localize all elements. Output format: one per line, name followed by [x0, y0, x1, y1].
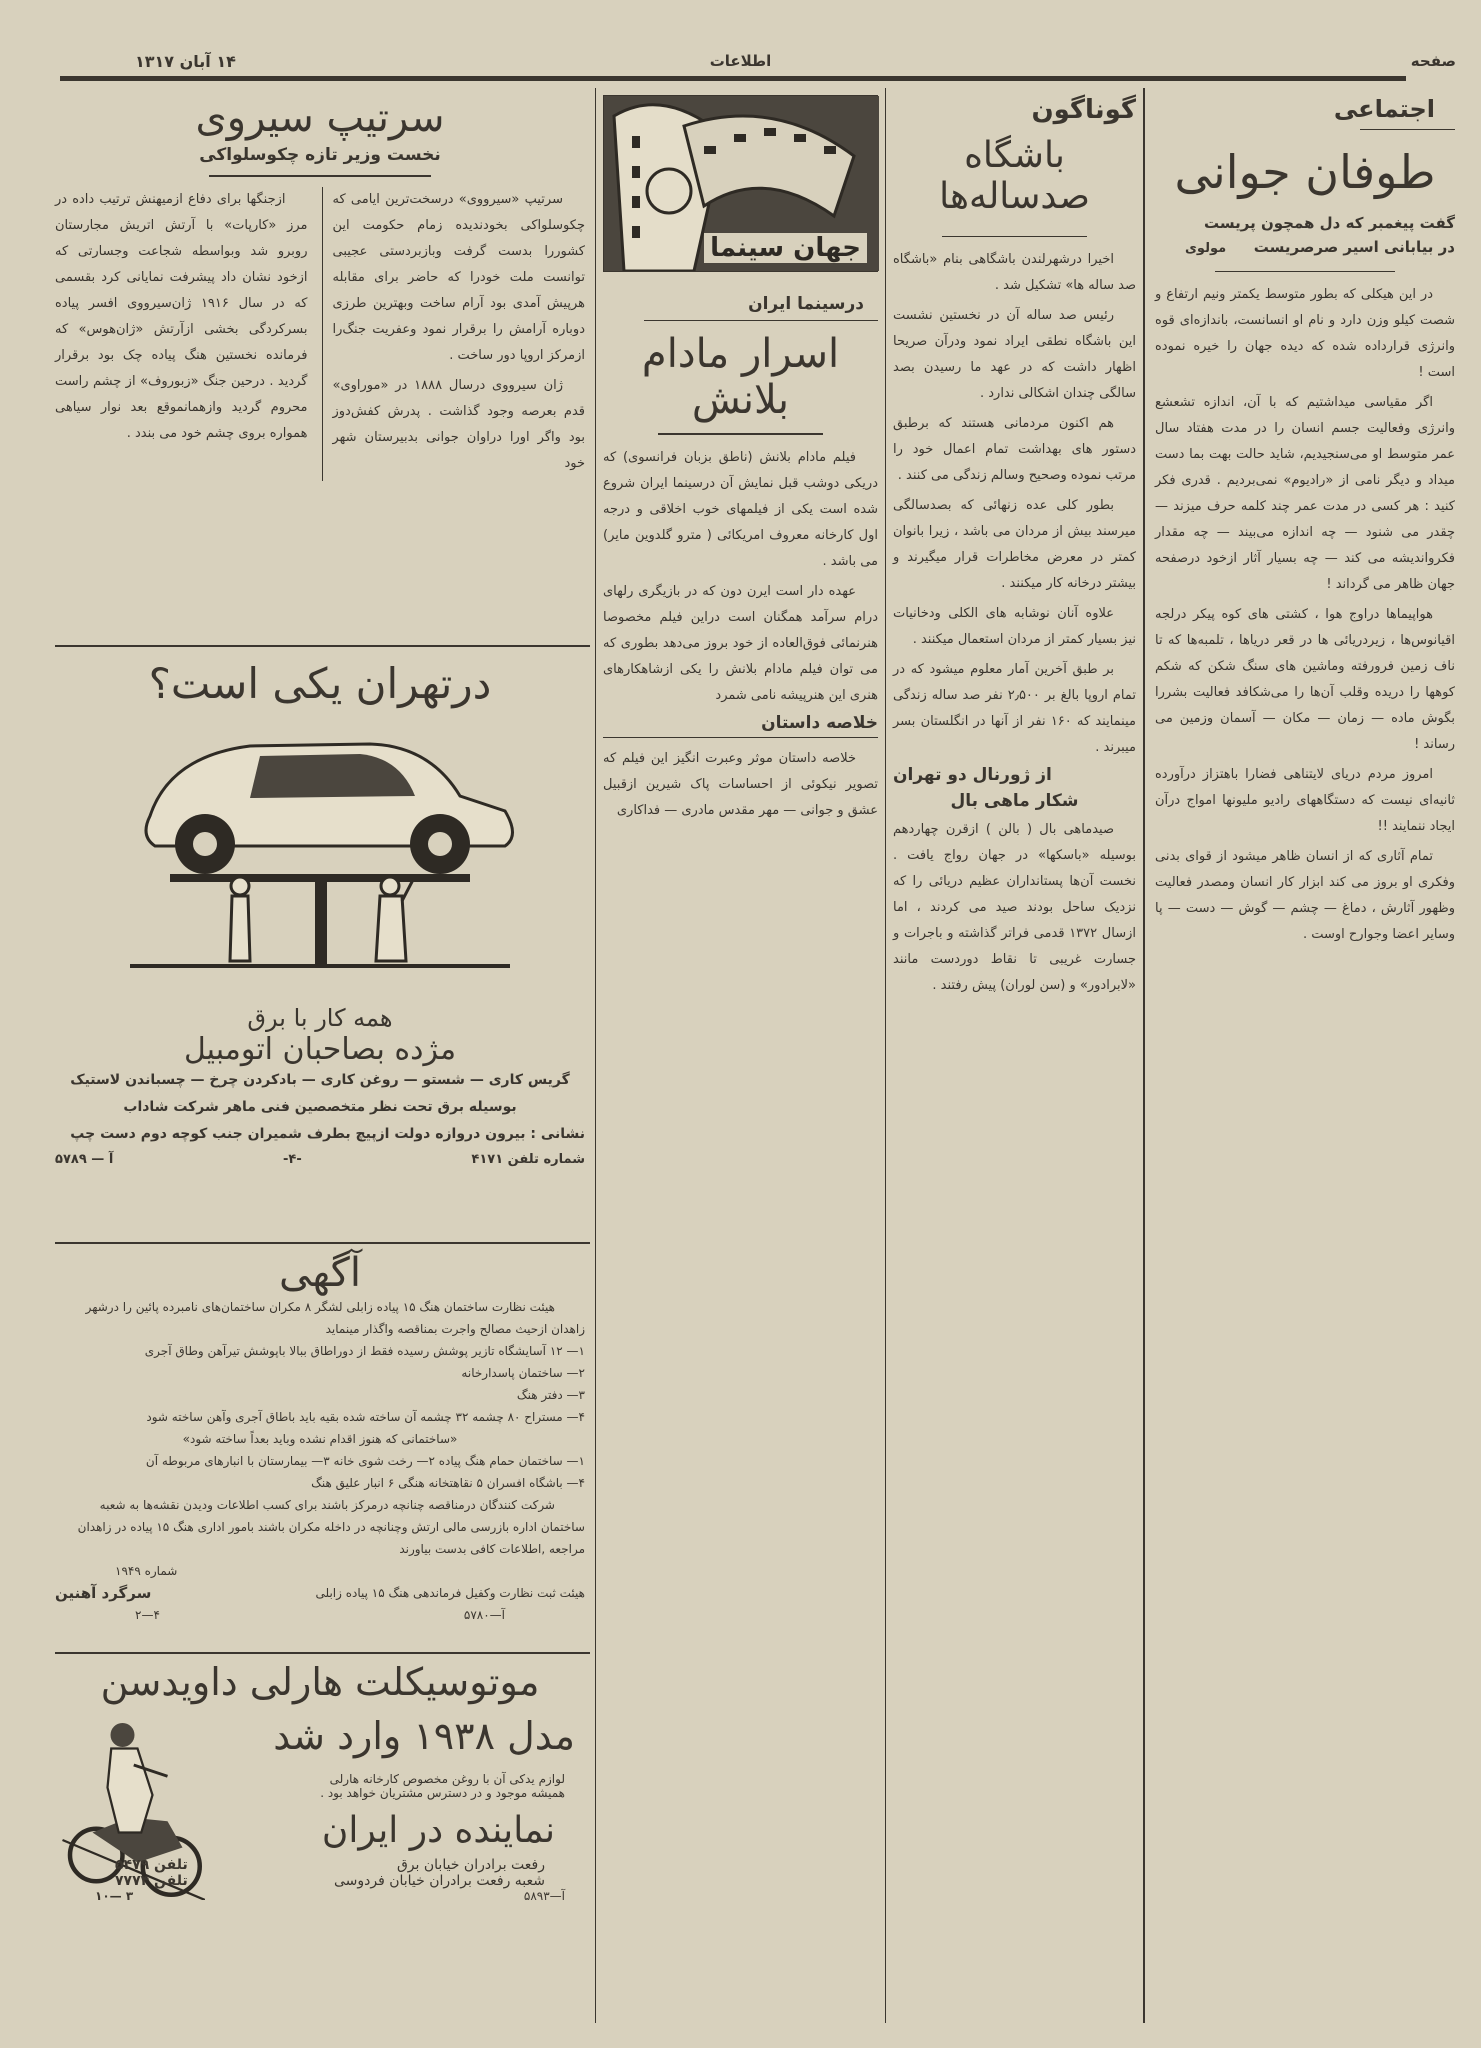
- verse-line: در بیابانی اسیر صرصریست: [1253, 237, 1455, 256]
- ad-address: نشانی : بیرون دروازه دولت ازپیچ بطرف شمیران جنب کوچه دوم دست چپ: [70, 1126, 585, 1143]
- paragraph: ژان سیرووی درسال ۱۸۸۸ در «موراوی» قدم بعرصه وجود گذاشت . پدرش کفش‌دوز بود واگر اورا دراوان جوانی بدبیرستان شهر خود: [332, 378, 585, 471]
- notice-item: ۱— ۱۲ آسایشگاه تازیر پوشش رسیده فقط از دوراطاق ببالا باپوشش تیرآهن وطاق آجری: [144, 1344, 585, 1358]
- moto-address: شعبه رفعت برادران خیابان فردوسی: [333, 1873, 545, 1889]
- cinema-section-title: جهان سینما: [704, 233, 867, 263]
- notice-item: ۱— ساختمان حمام هنگ پیاده ۲— رخت شوی خانه ۳— بیمارستان با انبارهای مربوطه آن: [145, 1454, 585, 1468]
- paragraph: فیلم مادام بلانش (ناطق بزبان فرانسوی) که دریکی دوشب قبل نمایش آن درسینما ایران شروع شده است یکی از فیلمهای خوب اخلاقی و درجه اول کارخانه معروف امریکائی ( مترو گلدوین مایر) می باشد .: [603, 450, 878, 569]
- moto-text: همیشه موجود و در دسترس مشتریان خواهد بود .: [320, 1786, 565, 1800]
- section-divider: [55, 1242, 590, 1244]
- notice-signature: سرگرد آهنین: [55, 1584, 152, 1602]
- column-divider: [595, 88, 596, 2023]
- divider: [1215, 271, 1395, 272]
- poet: مولوی: [1185, 240, 1227, 256]
- moto-phone: تلفن ۷۷۷۴: [115, 1873, 188, 1889]
- paragraph: علاوه آنان نوشابه های الکلی ودخانیات نیز بسیار کمتر از مردان استعمال میکنند .: [893, 605, 1136, 647]
- ad-code: آ — ۵۷۸۹: [55, 1152, 114, 1168]
- article-title: طوفان جوانی: [1174, 145, 1436, 199]
- paragraph: هم اکنون مردمانی هستند که برطبق دستور های بهداشت تمام اعمال خود را مرتب نموده وصحیح وسالم زندگی می کنند .: [893, 415, 1136, 483]
- section-divider: [55, 1652, 590, 1654]
- paragraph: بر طبق آخرین آمار معلوم میشود که در تمام اروپا بالغ بر ۲٫۵۰۰ نفر صد ساله زندگی مینمایند که ۱۶۰ نفر از آنها در انگلستان بسر میبرند .: [893, 661, 1136, 755]
- paragraph: بطور کلی عده زنهائی که بصدسالگی میرسند بیش از مردان می باشد ، زیرا بانوان کمتر در معرض مخاطرات قرار میگیرند و بیشتر درخانه کار میکنند .: [893, 497, 1136, 591]
- notice-item: «ساختمانی که هنوز اقدام نشده وباید بعداً ساخته شود»: [182, 1432, 458, 1446]
- notice-outro: شرکت کنندگان درمناقصه چنانچه درمرکز باشند برای کسب اطلاعات ودیدن نقشه‌ها به شعبه ساختمان اداره بازرسی مالی ارتش وچنانچه در داخله مکران باشند بامور اداری هنگ ۱۵ پیاده در زاهدان مراجعه ,اطلاعات کافی بدست بیاورند: [77, 1498, 585, 1556]
- paragraph: رئیس صد ساله آن در نخستین نشست این باشگاه نطقی ایراد نمود ودرآن صریحا اظهار داشت که در عهد ما رسیدن بصد سالگی چندان اشکالی ندارد .: [893, 307, 1136, 401]
- car-on-lift-illustration: [110, 716, 530, 976]
- divider: [644, 320, 878, 321]
- section-divider: [55, 645, 590, 647]
- ad-by: بوسیله برق تحت نظر متخصصین فنی ماهر شرکت شاداب: [123, 1099, 517, 1116]
- paragraph: هواپیماها دراوج هوا ، کشتی های کوه پیکر درلجه اقیانوس‌ها ، زیردریائی ها در قعر دریاها ، تلمبه‌ها که تا ناف زمین فرورفته وماشین های سنگ شکن که شکم کوهها را دریده وقلب آن‌ها را می‌شکافد فعالیت بشررا بگوش ماده — زمان — مکان — آسمان وزمین می رساند !: [1155, 606, 1455, 752]
- moto-phone: تلفن ۵۴۷۹: [115, 1857, 188, 1873]
- paragraph: ازجنگها برای دفاع ازمیهنش ترتیب داده در مرز «کارپات» با آرتش اتریش مجارستان روبرو شد وبواسطه شجاعت وجسارتی که ازخود نشان داد پیشرفت نمایانی کرد بقسمی که در سال ۱۹۱۶ ژان‌سیرووی افسر پیاده بسرکردگی بخشی ازآرتش «ژان‌هوس» که فرمانده نخستین هنگ پیاده چک بود برقرار گردید . درحین جنگ «زبوروف» از چشم راست محروم گردید وازهمانموقع بعد نوار سیاهی همواره بروی چشم خود می بندد .: [55, 192, 308, 441]
- section-kicker: درسینما ایران: [748, 294, 864, 314]
- paragraph: عهده دار است ایرن دون که در بازیگری رلهای درام سرآمد همگنان است دراین فیلم مخصوصا هنرنمائی فوق‌العاده از خود بروز می‌دهد بطوری که می توان فیلم مادام بلانش را یکی ازشاهکارهای هنری این هنرپیشه نامی شمرد: [603, 584, 878, 703]
- article-source: از ژورنال دو تهران: [893, 764, 1052, 785]
- paragraph: صیدماهی بال ( بالن ) ازقرن چهاردهم بوسیله «باسکها» در جهان رواج یافت . نخست آن‌ها پستانداران عظیم دریائی را که نزدیک ساحل بودند صید می کردند ، اما ازسال ۱۳۷۲ قدمی فراتر گذاشته و باجرات و جسارت غریبی تا نقاط دوردست مانند «لابرادور» و (سن لوران) پیش رفتند .: [893, 821, 1136, 993]
- subsection-title: خلاصه داستان: [603, 713, 878, 738]
- section-kicker: گوناگون: [1031, 95, 1136, 125]
- ornament-divider: [658, 433, 823, 435]
- article-subtitle: نخست وزیر تازه چکوسلواکی: [199, 145, 441, 165]
- subsection-title: شکار ماهی بال: [950, 790, 1079, 811]
- section-kicker: اجتماعی: [1333, 95, 1435, 123]
- notice-number: شماره ۱۹۴۹: [115, 1564, 178, 1578]
- notice-intro: هیئت نظارت ساختمان هنگ ۱۵ پیاده زابلی لشگر ۸ مکران ساختمان‌های نامبرده پائین را درشهر زاهدان ازحیث مصالح واجرت بمناقصه واگذار مینماید: [85, 1300, 585, 1336]
- cinema-section-banner: [603, 95, 878, 272]
- paragraph: اخیرا درشهرلندن باشگاهی بنام «باشگاه صد ساله ها» تشکیل شد .: [893, 251, 1136, 293]
- paragraph: اگر مقیاسی میداشتیم که با آن، اندازه تشعشع وانرژی وفعالیت جسم انسان را در مدت هفتاد سال عمر متوسط او می‌سنجیدیم، شاید حالت بهت بما دست میداد و دیگر نامی از «رادیوم» نمی‌بردیم . قدری فکر کنید : هر کسی در مدت عمر چند کلمه حرف میزند — چقدر می شنود — چه اندازه می‌بیند — چه مقدار فکروانديشه می کند — چه بسیار آثار ازخود درصفحه جهان ظاهر می گرداند !: [1155, 394, 1455, 592]
- notice-code: آ—۵۷۸۰: [463, 1608, 505, 1622]
- notice-item: ۴— باشگاه افسران ۵ نقاهتخانه هنگی ۶ انبار علیق هنگ: [311, 1476, 585, 1490]
- divider: [1360, 129, 1455, 130]
- article-syrovy: [55, 95, 585, 640]
- ornament-divider: [209, 175, 432, 177]
- article-centenarians-club: [893, 95, 1136, 1003]
- moto-code: آ—۵۸۹۳: [523, 1889, 565, 1903]
- motorcycle-ad: [55, 1660, 585, 2020]
- moto-code: ۳ —۱۰: [95, 1889, 134, 1903]
- paragraph: خلاصه داستان موثر وعبرت انگیز این فیلم که تصویر نیکوئی از احساسات پاک شیرین ازقبیل عشق و جوانی — مهر مقدس مادری — فداکاری: [603, 751, 878, 818]
- page-label: صفحه: [1410, 52, 1456, 70]
- article-title: سرتیپ سیروی: [195, 95, 445, 141]
- article-cinema: [603, 95, 878, 828]
- paragraph: تمام آثاری که از انسان ظاهر میشود از قوای بدنی وفکری او بروز می کند ابزار کار انسان ومصدر فعالیت وظهور آثارش ، دماغ — چشم — گوش — دست — پا وسایر اعضا وجوارح اوست .: [1155, 848, 1455, 942]
- issue-date: ۱۴ آبان ۱۳۱۷: [135, 52, 236, 71]
- article-toofan-javani: [1155, 95, 1455, 952]
- newspaper-name: اطلاعات: [709, 52, 772, 70]
- notice-item: ۴— مستراح ۸۰ چشمه ۳۲ چشمه آن ساخته شده بقیه باید باطاق آجری وآهن ساخته شود: [146, 1410, 585, 1424]
- paragraph: سرتیپ «سیرووی» درسخت‌ترین ایامی که چکوسلواکی بخودندیده زمام حکومت این کشوررا بدست گرفت وبازبردستی عجیبی توانست ملت خودرا که حاضر برای مقابله هرپیش آمدی بود آرام ساخت وبهترین طرزی دوباره آرامش را برقرار نمود وعفریت جنگ‌را ازمرکز اروپا دور ساخت .: [332, 192, 585, 363]
- moto-representative: نماینده در ایران: [321, 1810, 555, 1851]
- paragraph: امروز مردم دریای لایتناهی فضارا باهتزاز درآورده ثانیه‌ای نیست که دستگاههای رادیو ملیونها امواج درآن ایجاد ننمایند !!: [1155, 766, 1455, 834]
- ad-services: گریس کاری — شستو — روغن کاری — بادکردن چرخ — چسباندن لاستیک: [70, 1072, 570, 1089]
- notice-title: آگهی: [279, 1250, 361, 1296]
- moto-address: رفعت برادران خیابان برق: [396, 1857, 545, 1873]
- verse-line: گفت پیغمبر که دل همچون پریست: [1204, 213, 1455, 232]
- ad-headline: درتهران یکی است؟: [148, 659, 492, 708]
- notice-item: ۳— دفتر هنگ: [516, 1388, 585, 1402]
- ad-line: همه کار با برق: [247, 1004, 393, 1033]
- car-service-ad: [55, 650, 585, 1255]
- column-divider: [1143, 88, 1145, 2023]
- ad-line: مژده بصاحبان اتومبیل: [183, 1032, 457, 1068]
- notice-signature-intro: هیئت ثبت نظارت وکفیل فرماندهی هنگ ۱۵ پیاده زابلی: [315, 1586, 585, 1600]
- moto-title: موتوسیکلت هارلی داویدسن: [100, 1660, 540, 1704]
- ad-phone: شماره تلفن ۴۱۷۱: [471, 1152, 585, 1168]
- verse: [1155, 211, 1455, 261]
- notice-item: ۲— ساختمان پاسدارخانه: [461, 1366, 585, 1380]
- notice-code: ۴—۲: [135, 1608, 160, 1622]
- paragraph: در این هیکلی که بطور متوسط یکمتر ونیم ارتفاع و شصت کیلو وزن دارد و نام او انسانست، باندازه‌ای قوه وانرژی قرارداده شده که دیده جهان را خیره نموده است !: [1155, 286, 1455, 380]
- article-title: باشگاه صدساله‌ها: [939, 135, 1090, 218]
- moto-text: لوازم یدکی آن با روغن مخصوص کارخانه هارلی: [329, 1772, 565, 1786]
- moto-model: مدل ۱۹۳۸ وارد شد: [273, 1714, 575, 1758]
- tender-notice: [55, 1250, 585, 1640]
- article-title: اسرار مادام بلانش: [641, 331, 840, 423]
- masthead-rule: [60, 76, 1406, 81]
- column-divider: [885, 88, 886, 2023]
- ad-code: -۴-: [282, 1152, 302, 1168]
- ornament-divider: [942, 236, 1088, 237]
